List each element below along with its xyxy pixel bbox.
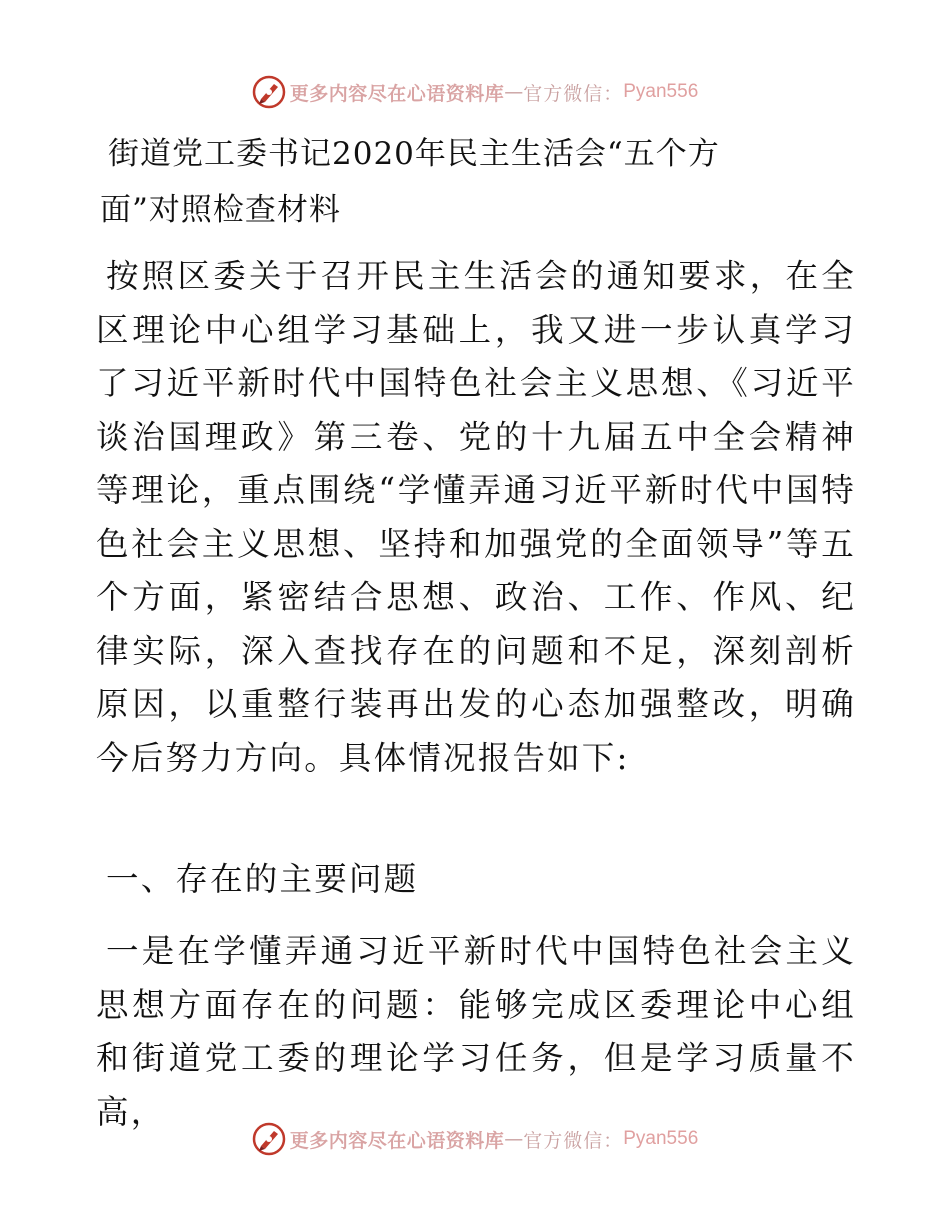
header-wechat-id: Pyan556 (623, 81, 699, 102)
header-dash: — (504, 81, 524, 103)
section-body-paragraph: 一是在学懂弄通习近平新时代中国特色社会主义思想方面存在的问题：能够完成区委理论中心组和街道党工委的理论学习任务，但是学习质量不高， (96, 932, 856, 1131)
footer-main-text: 更多内容尽在心语资料库 (289, 1129, 505, 1152)
footer-banner (0, 1119, 950, 1159)
document-title: 街道党工委书记2020年民主生活会“五个方面”对照检查材料 (100, 136, 720, 228)
header-banner (0, 72, 950, 112)
logo-icon (252, 1122, 286, 1156)
footer-dash: — (504, 1128, 524, 1150)
section-heading: 一、存在的主要问题 (106, 860, 419, 898)
footer-wechat-id: Pyan556 (623, 1128, 699, 1149)
intro-paragraph: 按照区委关于召开民主生活会的通知要求，在全区理论中心组学习基础上，我又进一步认真学习了习近平新时代中国特色社会主义思想、《习近平谈治国理政》第三卷、党的十九届五中全会精神等理论，重点围绕“学懂弄通习近平新时代中国特色社会主义思想、坚持和加强党的全面领导”等五个方面，紧密结合思想、政治、工作、作风、纪律实际，深入查找存在的问题和不足，深刻剖析原因，以重整行装再出发的心态加强整改，明确今后努力方向。具体情况报告如下: (96, 257, 856, 777)
footer-wechat-label: 官方微信： (523, 1129, 624, 1152)
logo-icon (252, 75, 286, 109)
header-wechat-label: 官方微信： (523, 82, 624, 105)
header-main-text: 更多内容尽在心语资料库 (289, 82, 505, 105)
